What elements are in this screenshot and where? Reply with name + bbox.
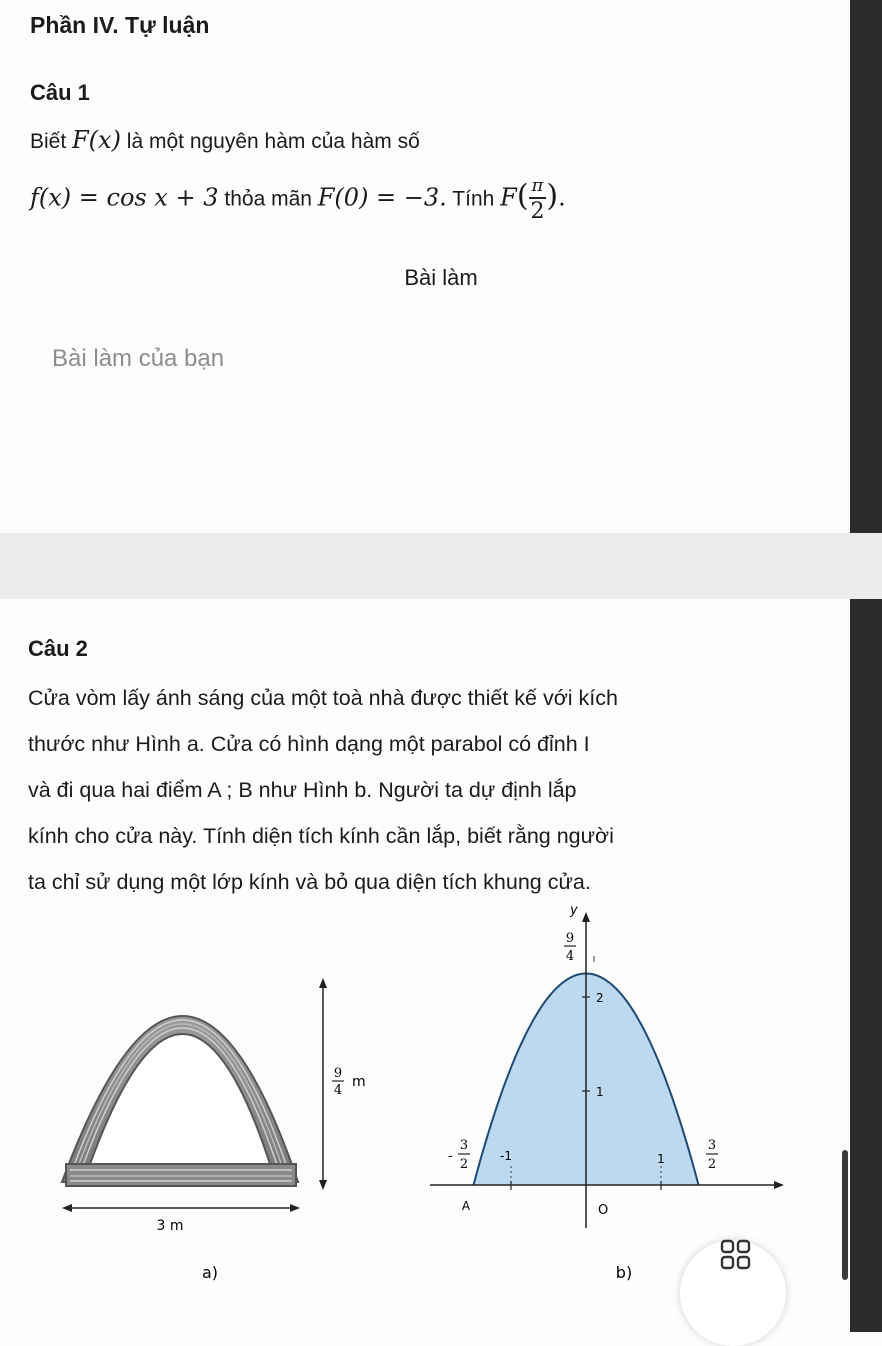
figure-a-caption: a)	[201, 1263, 219, 1282]
height-label-den: 4	[333, 1083, 343, 1098]
x-tick-neg1: -1	[500, 1149, 512, 1163]
height-label-unit: m	[352, 1074, 366, 1090]
y-tick-2: 2	[596, 991, 604, 1005]
origin-label: O	[598, 1203, 609, 1218]
left-root-num: 3	[459, 1138, 469, 1153]
point-a-label: A	[461, 1199, 471, 1213]
grid-icon[interactable]	[718, 1237, 754, 1273]
y-axis-label: y	[570, 903, 578, 918]
answer-heading: Bài làm	[404, 265, 478, 290]
q1-math-F0: F(0) = −3.	[317, 183, 447, 212]
q1-text-thoaman: thỏa mãn	[224, 187, 312, 211]
question-separator	[0, 533, 882, 599]
arch-opening	[90, 1034, 270, 1164]
height-label-num: 9	[333, 1066, 343, 1081]
q2-line: kính cho cửa này. Tính diện tích kính cần lắp, biết rằng người	[28, 824, 614, 848]
figure-b-caption: b)	[615, 1263, 633, 1282]
section-title: Phần IV. Tự luận	[30, 12, 210, 38]
arch-base	[66, 1164, 296, 1186]
figure-a	[40, 960, 380, 1300]
q2-line: ta chỉ sử dụng một lớp kính và bỏ qua diện tích khung cửa.	[28, 870, 591, 894]
q2-label: Câu 2	[28, 636, 88, 661]
right-root-num: 3	[707, 1138, 717, 1153]
q1-label: Câu 1	[30, 80, 90, 105]
q1-math-F: F	[500, 183, 517, 212]
q1-fraction: $\frac{\pi}{2}$	[530, 175, 545, 224]
scrollbar-thumb[interactable]	[842, 1150, 848, 1280]
q1-line2: f(x) = cos x + 3 thỏa mãn F(0) = −3. Tính F( $\frac{\pi}{2}$ ).	[30, 175, 566, 224]
q2-line: và đi qua hai điểm A ; B như Hình b. Người ta dự định lắp	[28, 778, 577, 802]
q2-line: Cửa vòm lấy ánh sáng của một toà nhà được thiết kế với kích	[28, 686, 618, 710]
width-label: 3 m	[156, 1218, 184, 1234]
left-root-den: 2	[459, 1157, 469, 1172]
y-tick-1: 1	[596, 1085, 604, 1099]
left-root-sign: -	[448, 1148, 453, 1164]
device-edge	[850, 0, 882, 1332]
q1-line1-suffix: là một nguyên hàm của hàm số	[126, 130, 420, 153]
q1-line1-math: F(x)	[72, 126, 121, 154]
right-root-den: 2	[707, 1157, 717, 1172]
q2-line: thước như Hình a. Cửa có hình dạng một parabol có đỉnh I	[28, 732, 590, 756]
q1-text-tinh: Tính	[452, 187, 495, 211]
q1-math-f: f(x) = cos x + 3	[30, 183, 219, 212]
q1-line1-prefix: Biết	[30, 130, 67, 153]
answer-input[interactable]: Bài làm của bạn	[52, 345, 225, 372]
x-tick-1: 1	[657, 1152, 665, 1166]
q1-line1	[30, 125, 420, 157]
vertex-label-den: 4	[565, 949, 575, 964]
vertex-label-num: 9	[565, 931, 575, 946]
q2-paragraph	[28, 675, 828, 905]
